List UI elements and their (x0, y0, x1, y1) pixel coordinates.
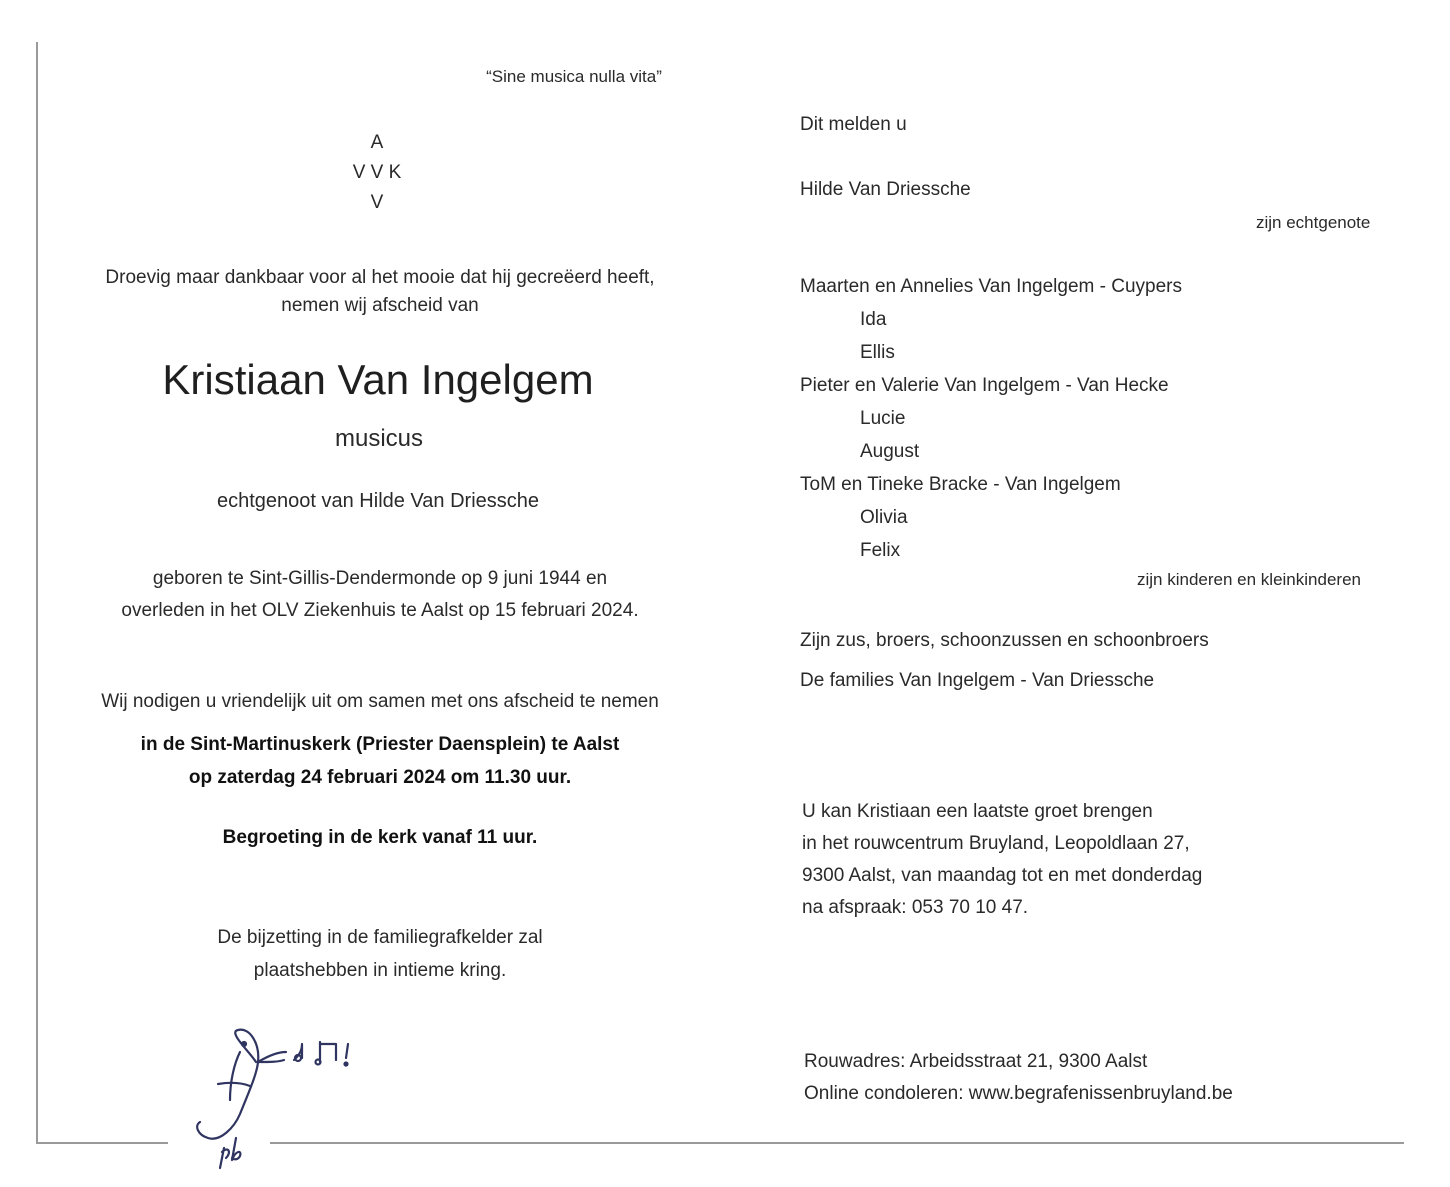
bottom-border-line-left (36, 1142, 168, 1144)
intro-text (60, 264, 700, 320)
left-border-line (36, 42, 38, 1144)
announce-text: Dit melden u (800, 114, 907, 135)
grandchild-name: Olivia (860, 507, 908, 528)
cross-bottom: V (370, 192, 384, 213)
grandchild-name: Ida (860, 309, 887, 330)
greeting-time: Begroeting in de kerk vanaf 11 uur. (222, 827, 538, 848)
family-list (800, 276, 1182, 573)
widow-role: zijn echtgenote (1256, 213, 1371, 232)
profession: musicus (334, 425, 424, 452)
visit-line: 9300 Aalst, van maandag tot en met donderdag (802, 865, 1203, 886)
cross-top: A (370, 132, 384, 153)
children-role: zijn kinderen en kleinkinderen (1137, 570, 1361, 589)
birth-death-text (40, 563, 720, 627)
mourning-address: Rouwadres: Arbeidsstraat 21, 9300 Aalst (804, 1051, 1148, 1072)
birth-line: geboren te Sint-Gillis-Dendermonde op 9 juni 1944 en (152, 568, 608, 589)
visit-line: U kan Kristiaan een laatste groet brengen (802, 801, 1153, 822)
online-condolence: Online condoleren: www.begrafenissenbruyland.be (804, 1083, 1233, 1104)
church-line: in de Sint-Martinuskerk (Priester Daensplein) te Aalst (140, 734, 620, 755)
musician-doodle-signature (178, 1022, 368, 1172)
intro-line: Droevig maar dankbaar voor al het mooie dat hij gecreëerd heeft, (105, 267, 655, 288)
siblings-line: Zijn zus, broers, schoonzussen en schoonbroers (800, 630, 1209, 651)
family-member: Maarten en Annelies Van Ingelgem - Cuypers (800, 276, 1182, 297)
cross-middle: V V K (352, 162, 402, 183)
grandchild-name: Felix (860, 540, 901, 561)
family-member: ToM en Tineke Bracke - Van Ingelgem (800, 474, 1121, 495)
spouse-line: echtgenoot van Hilde Van Driessche (216, 490, 540, 512)
burial-line: De bijzetting in de familiegrafkelder zal (217, 927, 543, 948)
widow-name: Hilde Van Driessche (800, 179, 971, 200)
visit-line: in het rouwcentrum Bruyland, Leopoldlaan 27, (802, 833, 1190, 854)
families-line: De families Van Ingelgem - Van Driessche (800, 670, 1155, 691)
ceremony-details (40, 728, 720, 794)
grandchild-name: Ellis (860, 342, 895, 363)
date-time-line: op zaterdag 24 februari 2024 om 11.30 uur. (188, 767, 572, 788)
deceased-name: Kristiaan Van Ingelgem (162, 356, 594, 403)
intro-line: nemen wij afscheid van (281, 295, 479, 316)
burial-text (80, 921, 680, 987)
cross-initials (327, 128, 427, 218)
grandchild-name: Lucie (860, 408, 906, 429)
visit-line: na afspraak: 053 70 10 47. (802, 897, 1029, 918)
family-member: Pieter en Valerie Van Ingelgem - Van Hecke (800, 375, 1169, 396)
invitation-text: Wij nodigen u vriendelijk uit om samen met ons afscheid te nemen (101, 691, 659, 712)
bottom-border-line-right (270, 1142, 1404, 1144)
grandchild-name: August (860, 441, 920, 462)
motto: “Sine musica nulla vita” (486, 67, 662, 86)
burial-line: plaatshebben in intieme kring. (253, 960, 507, 981)
death-line: overleden in het OLV Ziekenhuis te Aalst op 15 februari 2024. (121, 600, 639, 621)
visit-info (802, 796, 1202, 924)
